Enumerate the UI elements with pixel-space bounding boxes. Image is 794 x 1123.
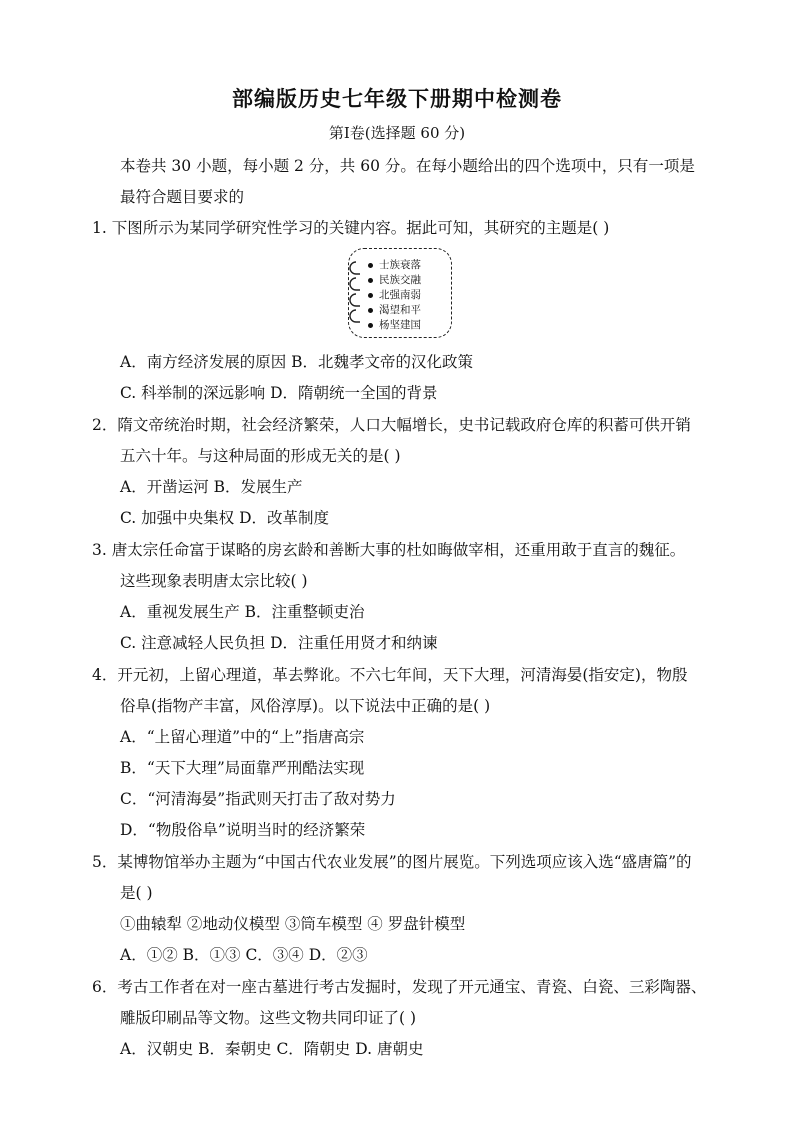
bullet-icon: [368, 293, 373, 298]
figure-item-list: [368, 258, 421, 333]
figure-item: 北强南弱: [368, 288, 421, 303]
notebook-figure: [340, 248, 454, 340]
question-5-stem: 是( ): [120, 884, 153, 902]
question-4-choices: D．“物殷俗阜”说明当时的经济繁荣: [120, 821, 366, 839]
question-6-choices: A．汉朝史 B．秦朝史 C．隋朝史 D. 唐朝史: [120, 1040, 424, 1058]
question-1-choices: C. 科举制的深远影响 D．隋朝统一全国的背景: [120, 384, 438, 402]
figure-item: 渴望和平: [368, 303, 421, 318]
question-5-options: ①曲辕犁 ②地动仪模型 ③筒车模型 ④ 罗盘针模型: [120, 915, 466, 933]
question-3-choices: C. 注意减轻人民负担 D．注重任用贤才和纳谏: [120, 634, 438, 652]
question-6-stem: 雕版印刷品等文物。这些文物共同印证了( ): [120, 1009, 417, 1027]
section-subtitle: 第Ⅰ卷(选择题 60 分): [328, 124, 466, 142]
question-2-choices: C. 加强中央集权 D．改革制度: [120, 509, 330, 527]
bullet-icon: [368, 308, 373, 313]
spiral-rings-icon: [340, 254, 364, 334]
bullet-icon: [368, 278, 373, 283]
page-title: 部编版历史七年级下册期中检测卷: [232, 87, 562, 111]
question-3-stem: 这些现象表明唐太宗比较( ): [120, 572, 308, 590]
question-3-choices: A．重视发展生产 B．注重整顿吏治: [120, 603, 365, 621]
figure-item: 民族交融: [368, 273, 421, 288]
question-4-stem: 4．开元初，上留心理道，革去弊讹。不六七年间，天下大理，河清海晏(指安定)，物殷: [92, 666, 688, 684]
question-2-stem: 2．隋文帝统治时期，社会经济繁荣，人口大幅增长，史书记载政府仓库的积蓄可供开销: [92, 416, 691, 434]
figure-item: 士族衰落: [368, 258, 421, 273]
question-4-choices: A．“上留心理道”中的“上”指唐高宗: [120, 728, 365, 746]
question-5-choices: A．①② B．①③ C．③④ D．②③: [120, 946, 368, 964]
question-6-stem: 6．考古工作者在对一座古墓进行考古发掘时，发现了开元通宝、青瓷、白瓷、三彩陶器、: [92, 978, 707, 996]
question-4-choices: B．“天下大理”局面靠严刑酷法实现: [120, 759, 365, 777]
intro-line: 最符合题目要求的: [120, 188, 245, 206]
question-1-choices: A．南方经济发展的原因 B．北魏孝文帝的汉化政策: [120, 353, 474, 371]
question-5-stem: 5．某博物馆举办主题为“中国古代农业发展”的图片展览。下列选项应该入选“盛唐篇”的: [92, 853, 692, 871]
question-4-stem: 俗阜(指物产丰富，风俗淳厚)。以下说法中正确的是( ): [120, 697, 491, 715]
question-2-stem: 五六十年。与这种局面的形成无关的是( ): [120, 447, 401, 465]
question-2-choices: A．开凿运河 B．发展生产: [120, 478, 303, 496]
bullet-icon: [368, 263, 373, 268]
question-3-stem: 3. 唐太宗任命富于谋略的房玄龄和善断大事的杜如晦做宰相，还重用敢于直言的魏征。: [92, 541, 686, 559]
figure-item: 杨坚建国: [368, 318, 421, 333]
intro-line: 本卷共 30 小题，每小题 2 分，共 60 分。在每小题给出的四个选项中，只有一项是: [120, 157, 695, 175]
question-4-choices: C．“河清海晏”指武则天打击了敌对势力: [120, 790, 396, 808]
bullet-icon: [368, 323, 373, 328]
question-1-stem: 1. 下图所示为某同学研究性学习的关键内容。据此可知，其研究的主题是( ): [92, 219, 610, 237]
